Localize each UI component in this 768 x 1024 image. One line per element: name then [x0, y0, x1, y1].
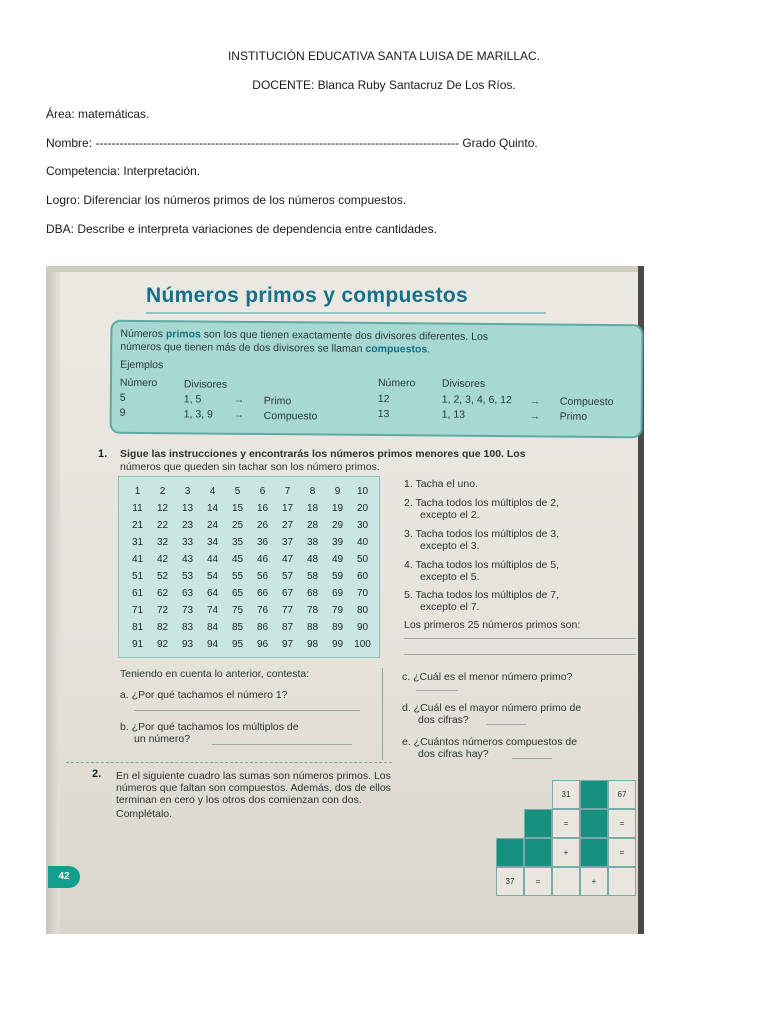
grid-number-cell: 41: [131, 554, 144, 565]
grid-number-cell: 5: [234, 486, 241, 497]
puzzle-cell: [608, 867, 636, 896]
grid-number-cell: 92: [156, 639, 169, 650]
grid-number-cell: 60: [356, 571, 369, 582]
grid-number-cell: 55: [231, 571, 244, 582]
puzzle-cell: =: [608, 838, 636, 867]
number-grid-1-100: [118, 476, 380, 658]
puzzle-cell: =: [608, 809, 636, 838]
grid-number-cell: 61: [131, 588, 144, 599]
grid-number-cell: 9: [334, 486, 341, 497]
example-kind: Primo: [263, 395, 292, 408]
grid-number-cell: 71: [131, 605, 144, 616]
grid-number-cell: 85: [231, 622, 244, 633]
area-line: Área: matemáticas.: [46, 107, 150, 121]
grid-number-cell: 43: [181, 554, 194, 565]
step-5-cont: excepto el 7.: [420, 601, 480, 613]
question-b: b. ¿Por qué tachamos los múltiplos de: [120, 721, 299, 733]
puzzle-blank: [496, 780, 524, 809]
grid-number-cell: 22: [156, 520, 169, 531]
grid-number-cell: 10: [356, 486, 369, 497]
column-divider: [382, 668, 383, 760]
grid-number-cell: 62: [156, 588, 169, 599]
grid-number-cell: 72: [156, 605, 169, 616]
example-number: 5: [119, 391, 126, 404]
institution-heading: INSTITUCIÓN EDUCATIVA SANTA LUISA DE MARILLAC.: [227, 49, 541, 63]
textbook-page-photo: [46, 266, 644, 934]
exercise-2-line-3: terminan en cero y los otros dos comienzan con dos.: [116, 794, 362, 806]
grid-number-cell: 68: [306, 588, 319, 599]
dba-line: DBA: Describe e interpreta variaciones de dependencia entre cantidades.: [46, 222, 437, 236]
grid-number-cell: 53: [181, 571, 194, 582]
teacher-line: DOCENTE: Blanca Ruby Santacruz De Los Ríos.: [252, 78, 516, 92]
step-2: 2. Tacha todos los múltiplos de 2,: [404, 497, 560, 509]
grid-number-cell: 30: [356, 520, 369, 531]
grid-number-cell: 82: [156, 622, 169, 633]
grid-number-cell: 27: [281, 520, 294, 531]
puzzle-cell: [496, 838, 524, 867]
grid-number-cell: 25: [231, 520, 244, 531]
example-divisors: 1, 13: [441, 408, 466, 421]
textbook-title: Números primos y compuestos: [146, 284, 469, 307]
col-divisors: Divisores: [183, 378, 228, 391]
first-25-primes-label: Los primeros 25 números primos son:: [404, 619, 581, 631]
step-4-cont: excepto el 5.: [420, 571, 480, 583]
exercise-2-number: 2.: [92, 768, 102, 780]
answer-line: [404, 638, 636, 639]
grid-number-cell: 88: [306, 622, 319, 633]
col-number: Número: [119, 376, 158, 390]
example-number: 12: [377, 393, 390, 406]
grid-number-cell: 96: [256, 639, 269, 650]
grid-number-cell: 16: [256, 503, 269, 514]
grid-number-cell: 100: [354, 639, 371, 650]
grid-number-cell: 90: [356, 622, 369, 633]
step-3-cont: excepto el 3.: [420, 540, 480, 552]
grid-number-cell: 35: [231, 537, 244, 548]
puzzle-cell: [524, 838, 552, 867]
answer-line-b: [212, 744, 352, 745]
puzzle-cell: [580, 780, 608, 809]
grid-number-cell: 2: [159, 486, 166, 497]
grid-number-cell: 29: [331, 520, 344, 531]
arrow: →: [529, 410, 541, 423]
grid-number-cell: 24: [206, 520, 219, 531]
exercise-2-line-1: En el siguiente cuadro las sumas son números primos. Los: [116, 770, 391, 782]
grid-number-cell: 86: [256, 622, 269, 633]
grid-number-cell: 51: [131, 571, 144, 582]
grid-number-cell: 64: [206, 588, 219, 599]
grid-number-cell: 19: [331, 503, 344, 514]
grid-number-cell: 99: [331, 639, 344, 650]
section-divider: [66, 762, 392, 763]
step-2-cont: excepto el 2.: [420, 509, 480, 521]
puzzle-cell: =: [552, 809, 580, 838]
grid-number-cell: 14: [206, 503, 219, 514]
grid-number-cell: 7: [284, 486, 291, 497]
grid-number-cell: 81: [131, 622, 144, 633]
answer-line-c: [416, 690, 458, 691]
grid-number-cell: 46: [256, 554, 269, 565]
grid-number-cell: 44: [206, 554, 219, 565]
grid-number-cell: 56: [256, 571, 269, 582]
grid-number-cell: 70: [356, 588, 369, 599]
puzzle-cell: =: [524, 867, 552, 896]
grid-number-cell: 20: [356, 503, 369, 514]
puzzle-cell: +: [552, 838, 580, 867]
grid-number-cell: 33: [181, 537, 194, 548]
grid-number-cell: 40: [356, 537, 369, 548]
example-kind: Compuesto: [559, 395, 614, 409]
answer-line-e: [512, 758, 552, 759]
grid-number-cell: 17: [281, 503, 294, 514]
page-top-edge: [46, 266, 644, 272]
puzzle-cell: [580, 809, 608, 838]
grid-number-cell: 58: [306, 571, 319, 582]
grid-number-cell: 78: [306, 605, 319, 616]
grid-number-cell: 95: [231, 639, 244, 650]
grid-number-cell: 39: [331, 537, 344, 548]
grid-number-cell: 73: [181, 605, 194, 616]
puzzle-cell: 37: [496, 867, 524, 896]
example-divisors: 1, 2, 3, 4, 6, 12: [441, 393, 512, 407]
name-line: Nombre: ------------------------------------------------------------------------------------------- Grado Quinto.: [46, 136, 538, 150]
grid-number-cell: 67: [281, 588, 294, 599]
grid-number-cell: 49: [331, 554, 344, 565]
number-grid-cells: [125, 483, 375, 653]
grid-number-cell: 76: [256, 605, 269, 616]
grid-number-cell: 69: [331, 588, 344, 599]
grid-number-cell: 8: [309, 486, 316, 497]
arrow: →: [529, 395, 541, 408]
grid-number-cell: 79: [331, 605, 344, 616]
col-divisors-2: Divisores: [441, 377, 486, 390]
step-5: 5. Tacha todos los múltiplos de 7,: [404, 589, 560, 601]
grid-number-cell: 83: [181, 622, 194, 633]
definition-line-1: Números primos son los que tienen exactamente dos divisores diferentes. Los: [120, 327, 489, 343]
definition-line-2: números que tienen más de dos divisores se llaman compuestos.: [120, 340, 431, 356]
grid-number-cell: 12: [156, 503, 169, 514]
col-number-2: Número: [377, 377, 416, 390]
grid-number-cell: 28: [306, 520, 319, 531]
grid-number-cell: 74: [206, 605, 219, 616]
puzzle-cell: [524, 809, 552, 838]
grid-number-cell: 47: [281, 554, 294, 565]
grid-number-cell: 54: [206, 571, 219, 582]
question-a: a. ¿Por qué tachamos el número 1?: [120, 689, 288, 701]
title-underline: [146, 312, 546, 314]
puzzle-cell: [552, 867, 580, 896]
grid-number-cell: 11: [132, 503, 143, 514]
step-4: 4. Tacha todos los múltiplos de 5,: [404, 559, 560, 571]
grid-number-cell: 63: [181, 588, 194, 599]
example-kind: Compuesto: [263, 410, 318, 423]
grid-number-cell: 45: [231, 554, 244, 565]
exercise-2-line-4: Complétalo.: [116, 808, 173, 820]
puzzle-blank: [496, 809, 524, 838]
grid-number-cell: 94: [206, 639, 219, 650]
grid-number-cell: 21: [131, 520, 144, 531]
grid-number-cell: 84: [206, 622, 219, 633]
arrow: →: [233, 393, 245, 406]
example-divisors: 1, 5: [183, 393, 202, 406]
question-d-cont: dos cifras?: [418, 714, 469, 726]
grid-number-cell: 15: [231, 503, 244, 514]
question-e-cont: dos cifras hay?: [418, 748, 489, 760]
grid-number-cell: 37: [281, 537, 294, 548]
example-number: 13: [377, 408, 390, 421]
grid-number-cell: 50: [356, 554, 369, 565]
grid-number-cell: 3: [184, 486, 191, 497]
question-d: d. ¿Cuál es el mayor número primo de: [402, 702, 582, 714]
grid-number-cell: 34: [206, 537, 219, 548]
answer-intro: Teniendo en cuenta lo anterior, contesta:: [120, 668, 310, 680]
puzzle-blank: [524, 780, 552, 809]
grid-number-cell: 77: [281, 605, 294, 616]
example-kind: Primo: [559, 410, 588, 423]
grid-number-cell: 52: [156, 571, 169, 582]
page-number-tab: 42: [48, 866, 80, 888]
competence-line: Competencia: Interpretación.: [46, 164, 201, 178]
grid-number-cell: 89: [331, 622, 344, 633]
answer-line: [404, 654, 636, 655]
grid-number-cell: 75: [231, 605, 244, 616]
exercise-1-line-2: números que queden sin tachar son los número primos.: [120, 461, 380, 473]
grid-number-cell: 48: [306, 554, 319, 565]
grid-number-cell: 98: [306, 639, 319, 650]
definition-box: [110, 320, 644, 439]
goal-line: Logro: Diferenciar los números primos de los números compuestos.: [46, 193, 407, 207]
step-3: 3. Tacha todos los múltiplos de 3,: [404, 528, 560, 540]
grid-number-cell: 66: [256, 588, 269, 599]
grid-number-cell: 1: [134, 486, 141, 497]
prime-sum-puzzle-bottom: [496, 838, 638, 934]
question-e: e. ¿Cuántos números compuestos de: [402, 736, 578, 748]
example-divisors: 1, 3, 9: [183, 408, 213, 421]
grid-number-cell: 13: [181, 503, 194, 514]
grid-number-cell: 23: [181, 520, 194, 531]
puzzle-cell: 31: [552, 780, 580, 809]
answer-line-d: [486, 724, 526, 725]
examples-label: Ejemplos: [120, 358, 164, 372]
grid-number-cell: 38: [306, 537, 319, 548]
exercise-2-line-2: números que faltan son compuestos. Además, dos de ellos: [116, 782, 391, 794]
page-binding-shadow: [46, 266, 60, 934]
grid-number-cell: 42: [156, 554, 169, 565]
puzzle-cell: +: [580, 867, 608, 896]
grid-number-cell: 59: [331, 571, 344, 582]
grid-number-cell: 31: [131, 537, 144, 548]
question-b-cont: un número?: [134, 733, 191, 745]
grid-number-cell: 93: [181, 639, 194, 650]
step-1: 1. Tacha el uno.: [404, 478, 478, 490]
grid-number-cell: 4: [209, 486, 216, 497]
arrow: →: [233, 408, 245, 421]
grid-number-cell: 18: [306, 503, 319, 514]
grid-number-cell: 26: [256, 520, 269, 531]
exercise-1-line-1: Sigue las instrucciones y encontrarás los números primos menores que 100. Los: [120, 448, 526, 460]
grid-number-cell: 65: [231, 588, 244, 599]
grid-number-cell: 97: [281, 639, 294, 650]
grid-number-cell: 87: [281, 622, 294, 633]
example-number: 9: [119, 406, 126, 419]
grid-number-cell: 80: [356, 605, 369, 616]
puzzle-cell: [580, 838, 608, 867]
puzzle-cell: 67: [608, 780, 636, 809]
grid-number-cell: 91: [131, 639, 144, 650]
exercise-1-number: 1.: [98, 448, 108, 460]
grid-number-cell: 57: [281, 571, 294, 582]
grid-number-cell: 6: [259, 486, 266, 497]
question-c: c. ¿Cuál es el menor número primo?: [402, 671, 573, 683]
answer-line-a: [134, 710, 360, 711]
grid-number-cell: 36: [256, 537, 269, 548]
grid-number-cell: 32: [156, 537, 169, 548]
